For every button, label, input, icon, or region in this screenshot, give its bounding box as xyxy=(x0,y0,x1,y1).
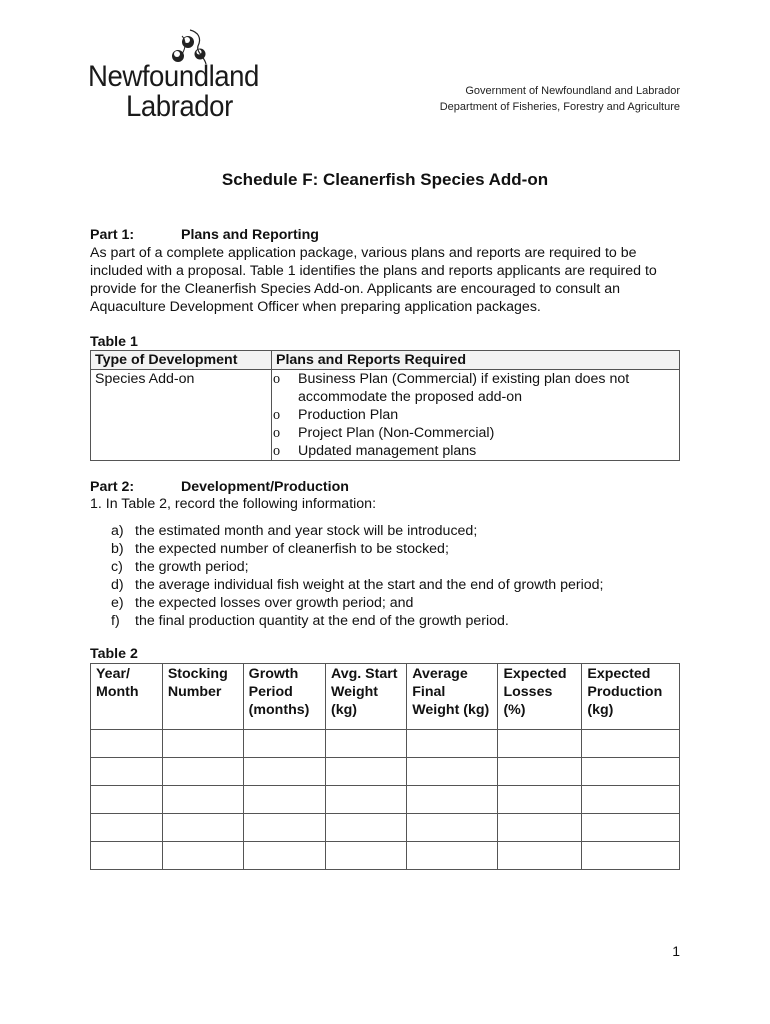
column-header xyxy=(91,664,163,730)
entry-cell[interactable] xyxy=(162,842,243,870)
part2-heading: Development/Production xyxy=(181,479,349,495)
plan-text: Business Plan (Commercial) if existing plan does not accommodate the proposed add-on xyxy=(298,371,630,405)
entry-cell[interactable] xyxy=(91,758,163,786)
list-item xyxy=(111,558,604,576)
page-title: Schedule F: Cleanerfish Species Add-on xyxy=(221,170,549,189)
column-header-line: Year/ xyxy=(96,666,130,682)
table-header-row xyxy=(91,351,680,370)
item-text: the expected number of cleanerfish to be stocked; xyxy=(135,541,449,557)
column-header-line: Final xyxy=(412,684,446,700)
list-item xyxy=(273,442,675,460)
column-header xyxy=(326,664,407,730)
table-row xyxy=(91,730,680,758)
column-header-line: (%) xyxy=(503,702,526,718)
column-header-line: (kg) xyxy=(331,702,358,718)
instruction-list xyxy=(111,522,604,630)
column-header-line: (months) xyxy=(248,702,310,718)
entry-cell[interactable] xyxy=(243,842,325,870)
part1-heading: Plans and Reporting xyxy=(181,227,319,243)
column-header-line: Stocking xyxy=(167,666,228,682)
item-text: the expected losses over growth period; and xyxy=(135,595,414,611)
entry-cell[interactable] xyxy=(582,758,680,786)
column-header-line: Production xyxy=(587,684,663,700)
government-name: Government of Newfoundland and Labrador xyxy=(465,85,680,97)
part2-instruction: 1. In Table 2, record the following information: xyxy=(90,496,377,512)
bullet: o xyxy=(273,407,281,423)
column-header xyxy=(498,664,582,730)
bullet: o xyxy=(273,425,281,441)
plans-required-cell xyxy=(272,370,680,461)
column-header-line: Expected xyxy=(503,666,567,682)
table-row xyxy=(91,786,680,814)
column-header-line: Period xyxy=(248,684,293,700)
item-letter: b) xyxy=(111,541,124,557)
entry-cell[interactable] xyxy=(91,814,163,842)
production-table xyxy=(90,663,680,870)
province-logo xyxy=(88,26,278,126)
column-header xyxy=(243,664,325,730)
entry-cell[interactable] xyxy=(498,842,582,870)
list-item xyxy=(111,594,604,612)
entry-cell[interactable] xyxy=(582,730,680,758)
development-type-cell: Species Add-on xyxy=(91,370,272,461)
list-item xyxy=(273,424,675,442)
entry-cell[interactable] xyxy=(326,814,407,842)
logo-wordmark-line1: Newfoundland xyxy=(88,60,259,93)
column-header-line: Weight xyxy=(331,684,379,700)
entry-cell[interactable] xyxy=(162,730,243,758)
plan-text: Updated management plans xyxy=(298,443,477,459)
entry-cell[interactable] xyxy=(498,758,582,786)
part1-number: Part 1: xyxy=(90,227,135,243)
table-body xyxy=(91,730,680,870)
column-header-line: Expected xyxy=(587,666,651,682)
table-header-row xyxy=(91,664,680,730)
page-number: 1 xyxy=(672,943,680,959)
table-row xyxy=(91,814,680,842)
table-row xyxy=(91,842,680,870)
column-header-line: Growth xyxy=(248,666,299,682)
entry-cell[interactable] xyxy=(162,814,243,842)
item-text: the estimated month and year stock will be introduced; xyxy=(135,523,478,539)
entry-cell[interactable] xyxy=(407,730,498,758)
entry-cell[interactable] xyxy=(498,786,582,814)
list-item xyxy=(111,576,604,594)
table-row xyxy=(91,758,680,786)
entry-cell[interactable] xyxy=(582,814,680,842)
column-header-line: Losses xyxy=(503,684,553,700)
plans-reports-table xyxy=(90,350,680,461)
list-item xyxy=(273,406,675,424)
plans-list xyxy=(273,370,675,460)
entry-cell[interactable] xyxy=(407,842,498,870)
entry-cell[interactable] xyxy=(326,758,407,786)
column-header-line: (kg) xyxy=(587,702,614,718)
column-header xyxy=(582,664,680,730)
part1-paragraph: As part of a complete application package, various plans and reports are required to be included with a proposal. Table 1 identifies the plans and reports applicants are required to provide for the Cleanerfish Species Add-on. Applicants are encouraged to consult an Aquaculture Development Officer when preparing application packages. xyxy=(90,245,657,315)
entry-cell[interactable] xyxy=(243,758,325,786)
department-name: Department of Fisheries, Forestry and Agriculture xyxy=(439,101,680,113)
column-header-line: Weight (kg) xyxy=(412,702,490,718)
entry-cell[interactable] xyxy=(91,842,163,870)
bullet: o xyxy=(273,443,281,459)
item-letter: d) xyxy=(111,577,124,593)
column-header: Plans and Reports Required xyxy=(272,351,680,370)
bullet: o xyxy=(273,371,281,387)
entry-cell[interactable] xyxy=(582,786,680,814)
entry-cell[interactable] xyxy=(326,730,407,758)
plan-text: Project Plan (Non-Commercial) xyxy=(298,425,495,441)
entry-cell[interactable] xyxy=(407,814,498,842)
entry-cell[interactable] xyxy=(407,758,498,786)
item-letter: f) xyxy=(111,613,120,629)
column-header-line: Average xyxy=(412,666,468,682)
entry-cell[interactable] xyxy=(243,730,325,758)
entry-cell[interactable] xyxy=(407,786,498,814)
item-letter: a) xyxy=(111,523,124,539)
column-header-line: Avg. Start xyxy=(331,666,398,682)
column-header xyxy=(162,664,243,730)
item-text: the growth period; xyxy=(135,559,249,575)
item-text: the average individual fish weight at the start and the end of growth period; xyxy=(135,577,604,593)
list-item xyxy=(111,522,604,540)
entry-cell[interactable] xyxy=(162,786,243,814)
item-letter: c) xyxy=(111,559,123,575)
column-header-line: Number xyxy=(167,684,222,700)
entry-cell[interactable] xyxy=(498,814,582,842)
table2-label: Table 2 xyxy=(90,646,138,662)
column-header: Type of Development xyxy=(91,351,272,370)
item-letter: e) xyxy=(111,595,124,611)
table1-label: Table 1 xyxy=(90,334,138,350)
table-row xyxy=(91,370,680,461)
column-header-line: Month xyxy=(96,684,139,700)
logo-wordmark-line2: Labrador xyxy=(126,90,233,123)
list-item xyxy=(111,540,604,558)
list-item xyxy=(111,612,604,630)
entry-cell[interactable] xyxy=(243,814,325,842)
column-header xyxy=(407,664,498,730)
entry-cell[interactable] xyxy=(91,786,163,814)
list-item xyxy=(273,370,675,406)
part2-number: Part 2: xyxy=(90,479,135,495)
entry-cell[interactable] xyxy=(162,758,243,786)
entry-cell[interactable] xyxy=(326,786,407,814)
item-text: the final production quantity at the end of the growth period. xyxy=(135,613,509,629)
entry-cell[interactable] xyxy=(326,842,407,870)
entry-cell[interactable] xyxy=(582,842,680,870)
entry-cell[interactable] xyxy=(91,730,163,758)
entry-cell[interactable] xyxy=(243,786,325,814)
entry-cell[interactable] xyxy=(498,730,582,758)
plan-text: Production Plan xyxy=(298,407,399,423)
